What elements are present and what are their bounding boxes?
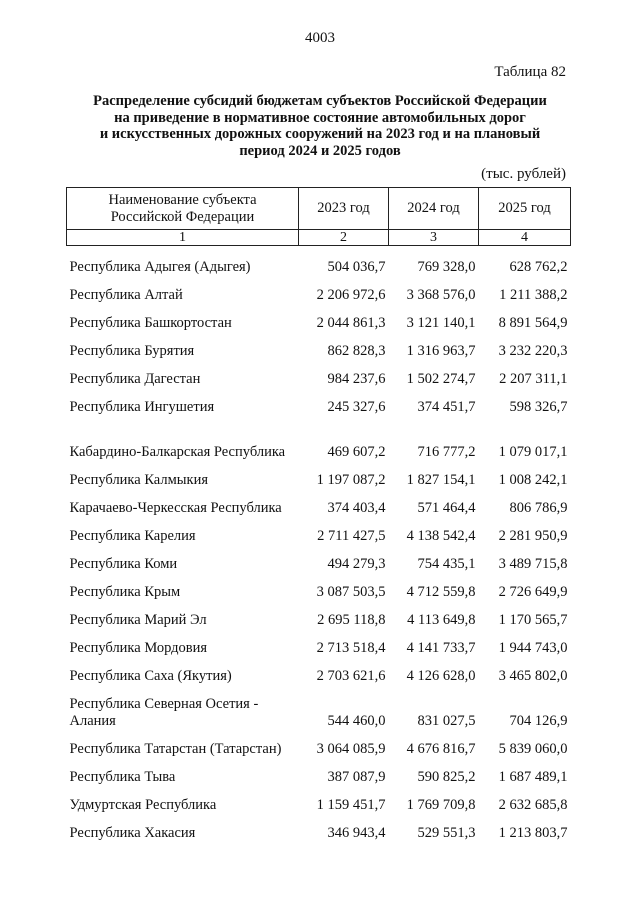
table-row <box>67 388 571 416</box>
value-2024: 374 451,7 <box>417 399 476 415</box>
value-2023: 2 713 518,4 <box>316 640 386 656</box>
table-header-row <box>67 188 571 230</box>
table-row <box>67 685 571 730</box>
column-header-2025: 2025 год <box>479 188 571 230</box>
column-number-row <box>67 230 571 246</box>
value-2023: 2 703 621,6 <box>316 668 386 684</box>
value-2023: 3 064 085,9 <box>316 741 386 757</box>
table-row <box>67 786 571 814</box>
region-name: Республика Северная Осетия - Алания <box>69 696 259 729</box>
value-2024: 831 027,5 <box>417 713 476 729</box>
units-label: (тыс. рублей) <box>481 166 566 182</box>
value-2025: 2 632 685,8 <box>498 797 568 813</box>
value-2024: 571 464,4 <box>417 500 476 516</box>
title-line: на приведение в нормативное состояние автомобильных дорог <box>114 109 526 126</box>
region-name: Кабардино-Балкарская Республика <box>69 444 286 460</box>
title-line: период 2024 и 2025 годов <box>239 142 401 159</box>
region-name: Республика Калмыкия <box>69 472 208 488</box>
region-name: Карачаево-Черкесская Республика <box>69 500 282 516</box>
table-row <box>67 730 571 758</box>
document-title <box>60 93 580 159</box>
region-name: Республика Коми <box>69 556 178 572</box>
value-2024: 4 126 628,0 <box>406 668 476 684</box>
value-2024: 754 435,1 <box>417 556 476 572</box>
value-2024: 529 551,3 <box>417 825 476 841</box>
value-2025: 1 211 388,2 <box>499 287 568 303</box>
value-2023: 862 828,3 <box>327 343 386 359</box>
table-row <box>67 304 571 332</box>
value-2023: 2 695 118,8 <box>317 612 386 628</box>
value-2024: 1 502 274,7 <box>406 371 476 387</box>
value-2023: 374 403,4 <box>327 500 386 516</box>
value-2025: 1 170 565,7 <box>498 612 568 628</box>
table-label: Таблица 82 <box>494 64 566 80</box>
table-row <box>67 416 571 461</box>
value-2025: 8 891 564,9 <box>498 315 568 331</box>
column-number: 1 <box>67 230 299 246</box>
region-name: Республика Марий Эл <box>69 612 207 628</box>
value-2023: 984 237,6 <box>327 371 386 387</box>
title-line: Распределение субсидий бюджетам субъектов Российской Федерации <box>93 93 547 109</box>
value-2024: 590 825,2 <box>417 769 476 785</box>
region-name: Республика Адыгея (Адыгея) <box>69 259 251 275</box>
value-2024: 769 328,0 <box>417 259 476 275</box>
value-2024: 4 113 649,8 <box>407 612 476 628</box>
value-2025: 3 232 220,3 <box>498 343 568 359</box>
value-2025: 3 465 802,0 <box>498 668 568 684</box>
table-row <box>67 246 571 277</box>
value-2024: 1 827 154,1 <box>406 472 476 488</box>
table-row <box>67 360 571 388</box>
region-name: Республика Дагестан <box>69 371 201 387</box>
table-row <box>67 814 571 842</box>
table-row <box>67 517 571 545</box>
column-header-region-line2: Российской Федерации <box>110 208 255 225</box>
region-name: Республика Бурятия <box>69 343 195 359</box>
region-name: Республика Алтай <box>69 287 183 303</box>
value-2025: 1 213 803,7 <box>498 825 568 841</box>
column-header-2024: 2024 год <box>389 188 479 230</box>
value-2023: 1 197 087,2 <box>316 472 386 488</box>
table-row <box>67 657 571 685</box>
value-2023: 494 279,3 <box>327 556 386 572</box>
value-2025: 2 281 950,9 <box>498 528 568 544</box>
value-2025: 628 762,2 <box>509 259 568 275</box>
value-2023: 469 607,2 <box>327 444 386 460</box>
region-name: Республика Саха (Якутия) <box>69 668 232 684</box>
subsidy-table <box>66 187 571 842</box>
table-row <box>67 332 571 360</box>
region-name: Республика Карелия <box>69 528 196 544</box>
value-2023: 387 087,9 <box>327 769 386 785</box>
column-number: 3 <box>389 230 479 246</box>
value-2023: 1 159 451,7 <box>316 797 386 813</box>
region-name: Республика Ингушетия <box>69 399 215 415</box>
value-2024: 3 121 140,1 <box>406 315 476 331</box>
region-name: Республика Мордовия <box>69 640 208 656</box>
value-2023: 245 327,6 <box>327 399 386 415</box>
table-row <box>67 545 571 573</box>
value-2025: 1 687 489,1 <box>498 769 568 785</box>
value-2024: 4 712 559,8 <box>406 584 476 600</box>
value-2023: 504 036,7 <box>327 259 386 275</box>
column-header-region <box>67 188 299 230</box>
value-2025: 5 839 060,0 <box>498 741 568 757</box>
value-2024: 716 777,2 <box>417 444 476 460</box>
value-2025: 806 786,9 <box>509 500 568 516</box>
column-header-2023: 2023 год <box>299 188 389 230</box>
value-2025: 1 944 743,0 <box>498 640 568 656</box>
title-line: и искусственных дорожных сооружений на 2023 год и на плановый <box>99 126 541 142</box>
table-row <box>67 461 571 489</box>
value-2025: 2 726 649,9 <box>498 584 568 600</box>
value-2025: 598 326,7 <box>509 399 568 415</box>
value-2025: 2 207 311,1 <box>499 371 568 387</box>
region-name: Республика Башкортостан <box>69 315 232 331</box>
table-row <box>67 601 571 629</box>
table-row <box>67 489 571 517</box>
column-number: 2 <box>299 230 389 246</box>
value-2024: 3 368 576,0 <box>406 287 476 303</box>
value-2023: 346 943,4 <box>327 825 386 841</box>
value-2024: 1 316 963,7 <box>406 343 476 359</box>
column-number: 4 <box>479 230 571 246</box>
region-name: Республика Тыва <box>69 769 176 785</box>
table-row <box>67 573 571 601</box>
value-2024: 4 676 816,7 <box>406 741 476 757</box>
value-2023: 2 044 861,3 <box>316 315 386 331</box>
value-2023: 544 460,0 <box>327 713 386 729</box>
region-name: Республика Татарстан (Татарстан) <box>69 741 282 757</box>
value-2025: 1 008 242,1 <box>498 472 568 488</box>
page-number: 4003 <box>305 30 335 46</box>
region-name: Республика Хакасия <box>69 825 196 841</box>
table-row <box>67 276 571 304</box>
value-2023: 2 206 972,6 <box>316 287 386 303</box>
value-2025: 704 126,9 <box>509 713 568 729</box>
table-row <box>67 758 571 786</box>
table-row <box>67 629 571 657</box>
column-header-region-line1: Наименование субъекта <box>108 191 257 208</box>
value-2025: 1 079 017,1 <box>498 444 568 460</box>
value-2024: 1 769 709,8 <box>406 797 476 813</box>
region-name: Республика Крым <box>69 584 181 600</box>
value-2023: 2 711 427,5 <box>317 528 386 544</box>
value-2023: 3 087 503,5 <box>316 584 386 600</box>
value-2024: 4 138 542,4 <box>406 528 476 544</box>
value-2025: 3 489 715,8 <box>498 556 568 572</box>
region-name: Удмуртская Республика <box>69 797 217 813</box>
value-2024: 4 141 733,7 <box>406 640 476 656</box>
